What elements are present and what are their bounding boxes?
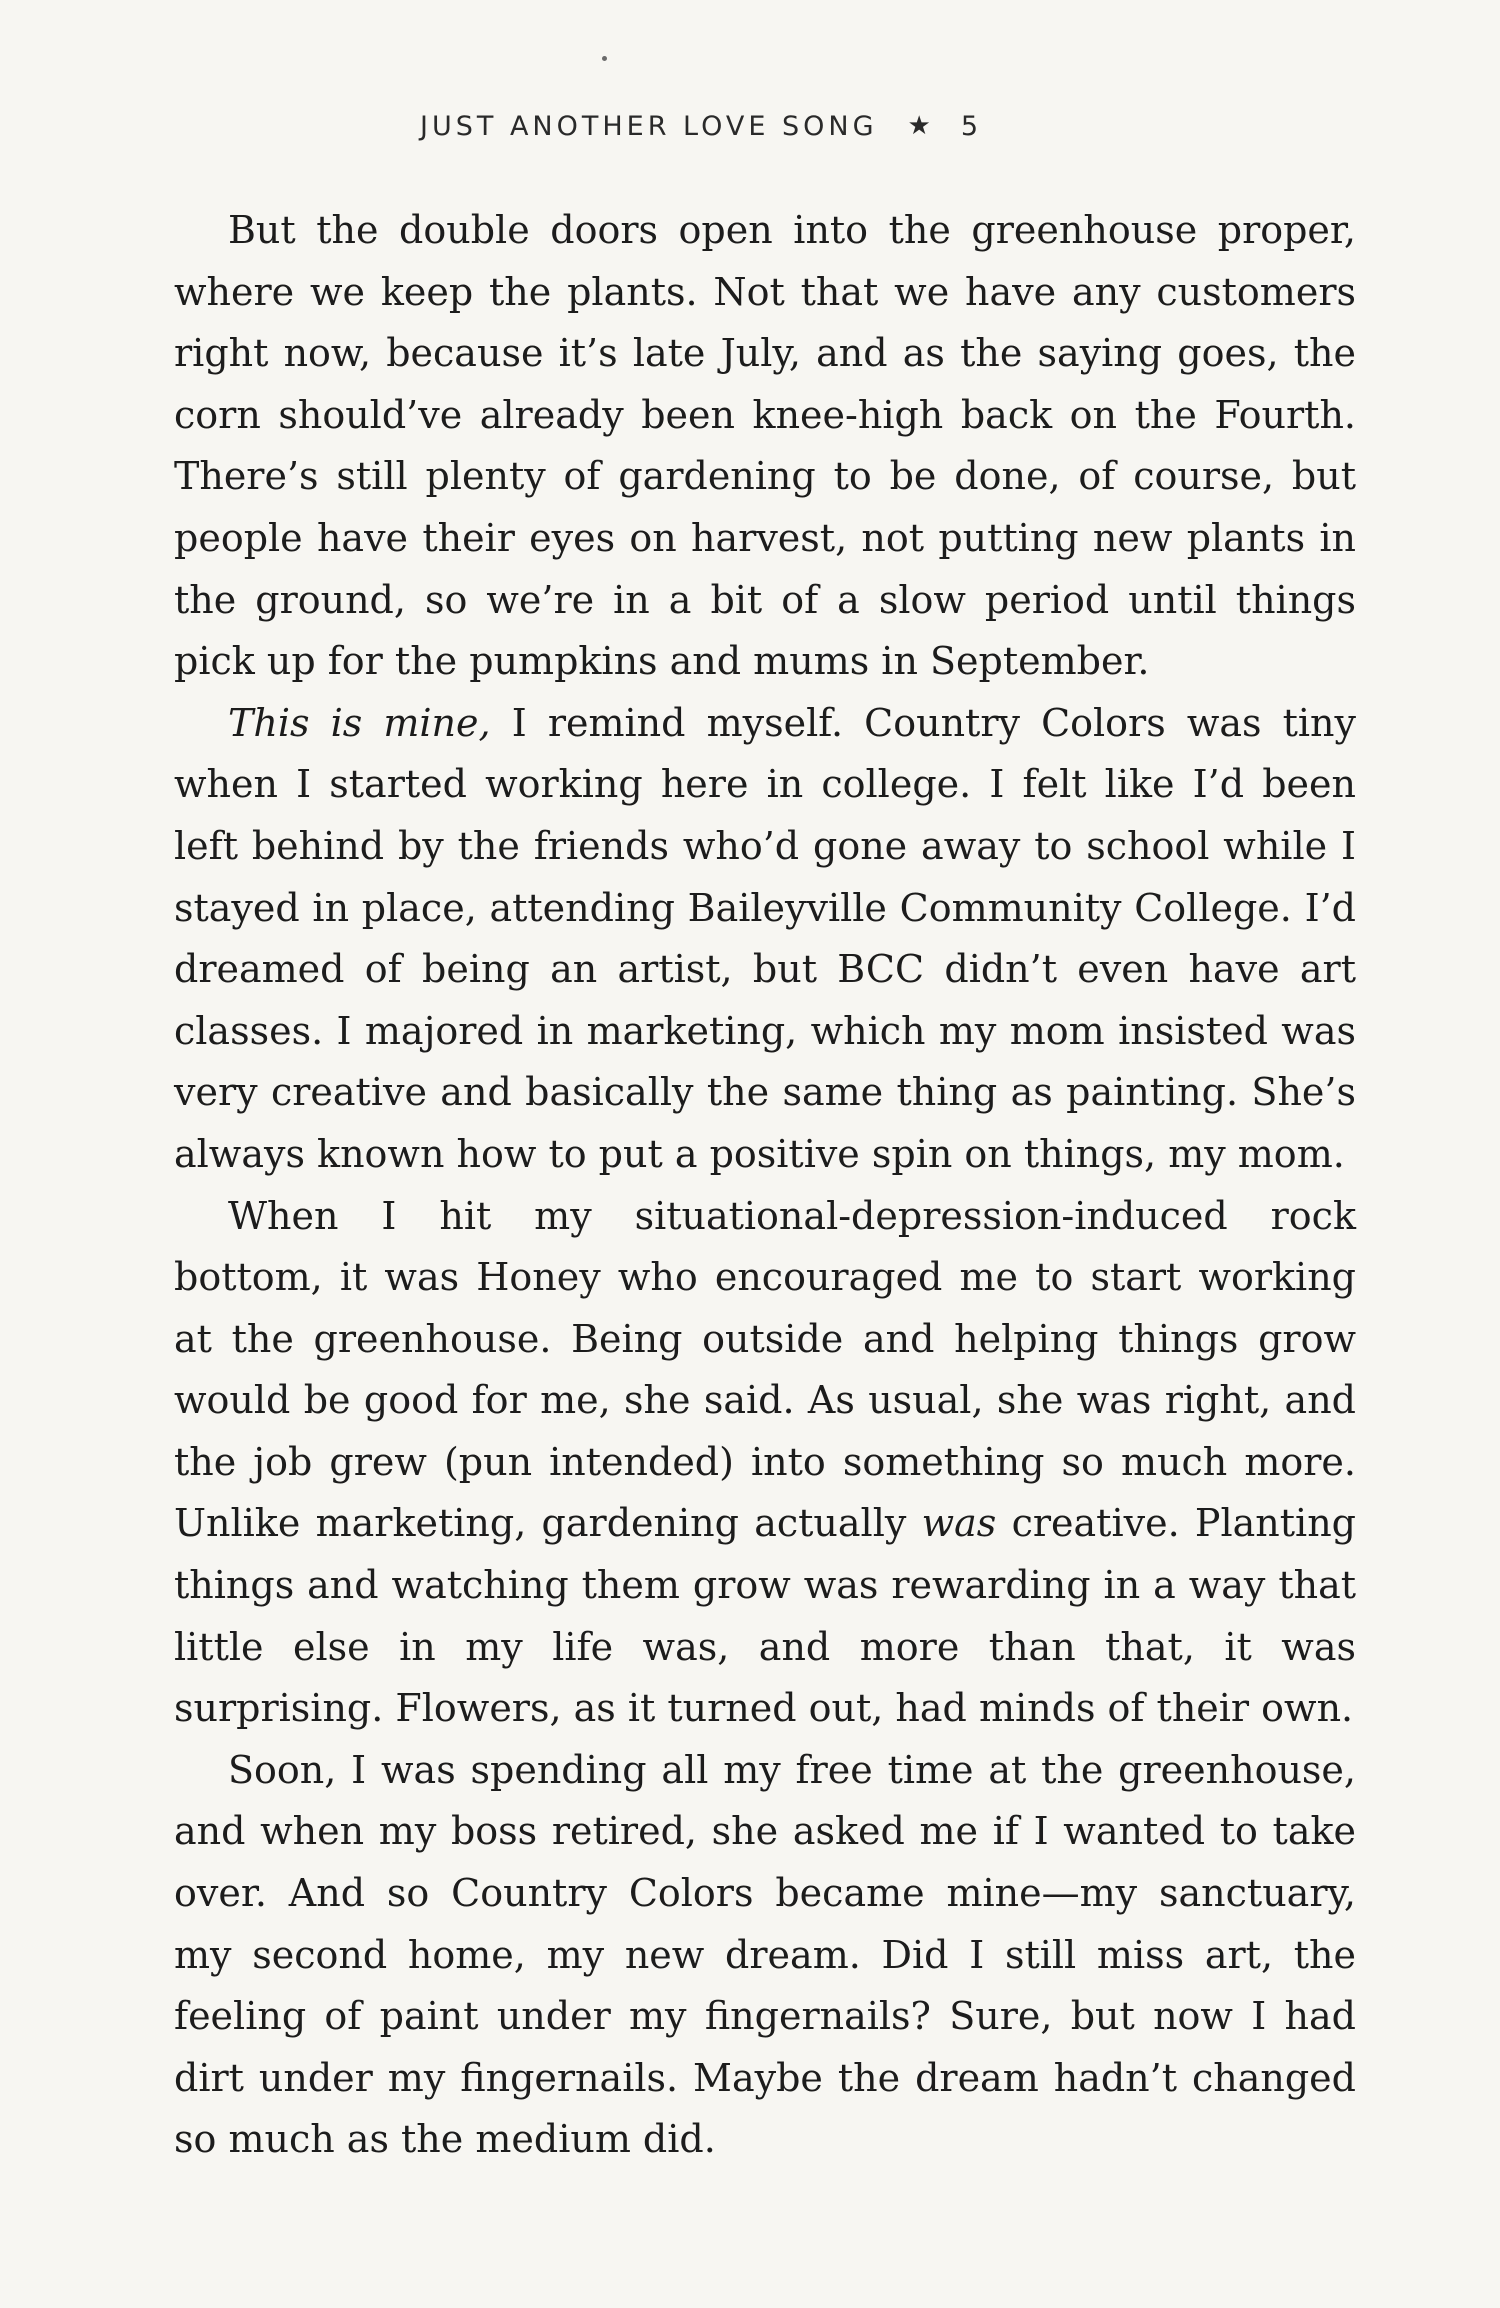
paragraph-1-text: But the double doors open into the greenhouse proper, where we keep the plants. Not that we have any customers right now, because it’s late July, and as the saying goes, the corn should’ve already been knee-high back on the Fourth. There’s still plenty of gardening to be done, of course, but people have their eyes on harvest, not putting new plants in the ground, so we’re in a bit of a slow period until things pick up for the pumpkins and mums in September. xyxy=(174,208,1356,684)
paragraph-4 xyxy=(174,1740,1356,2171)
page-number: 5 xyxy=(960,110,979,142)
paragraph-2-italic: This is mine, xyxy=(228,700,491,745)
paragraph-3-text: When I hit my situational-depression-induced rock bottom, it was Honey who encouraged me to start working at the greenhouse. Being outside and helping things grow would be good for me, she said. As usual, she was right, and the job grew (pun intended) into something so much more. Unlike marketing, gardening actually xyxy=(174,1193,1356,1546)
paragraph-3-italic: was xyxy=(921,1501,997,1546)
paragraph-3-text-rest: creative. Planting things and watching them grow was rewarding in a way that little else in my life was, and more than that, it was surprising. Flowers, as it turned out, had minds of their own. xyxy=(174,1501,1356,1731)
paragraph-3 xyxy=(174,1186,1356,1740)
scan-speck xyxy=(602,56,607,61)
body-text xyxy=(174,200,1356,2171)
star-ornament-icon: ★ xyxy=(907,111,931,141)
paragraph-2 xyxy=(174,693,1356,1186)
running-head-title: JUST ANOTHER LOVE SONG xyxy=(420,110,878,142)
running-head xyxy=(420,104,1120,148)
paragraph-1 xyxy=(174,200,1356,693)
paragraph-4-text: Soon, I was spending all my free time at the greenhouse, and when my boss retired, she asked me if I wanted to take over. And so Country Colors became mine—my sanctuary, my second home, my new dream. Did I still miss art, the feeling of paint under my fingernails? Sure, but now I had dirt under my fingernails. Maybe the dream hadn’t changed so much as the medium did. xyxy=(174,1747,1356,2162)
paragraph-2-text: I remind myself. Country Colors was tiny when I started working here in college. I felt like I’d been left behind by the friends who’d gone away to school while I stayed in place, attending Baileyville Community College. I’d dreamed of being an artist, but BCC didn’t even have art classes. I majored in marketing, which my mom insisted was very creative and basically the same thing as painting. She’s always known how to put a positive spin on things, my mom. xyxy=(174,700,1356,1176)
